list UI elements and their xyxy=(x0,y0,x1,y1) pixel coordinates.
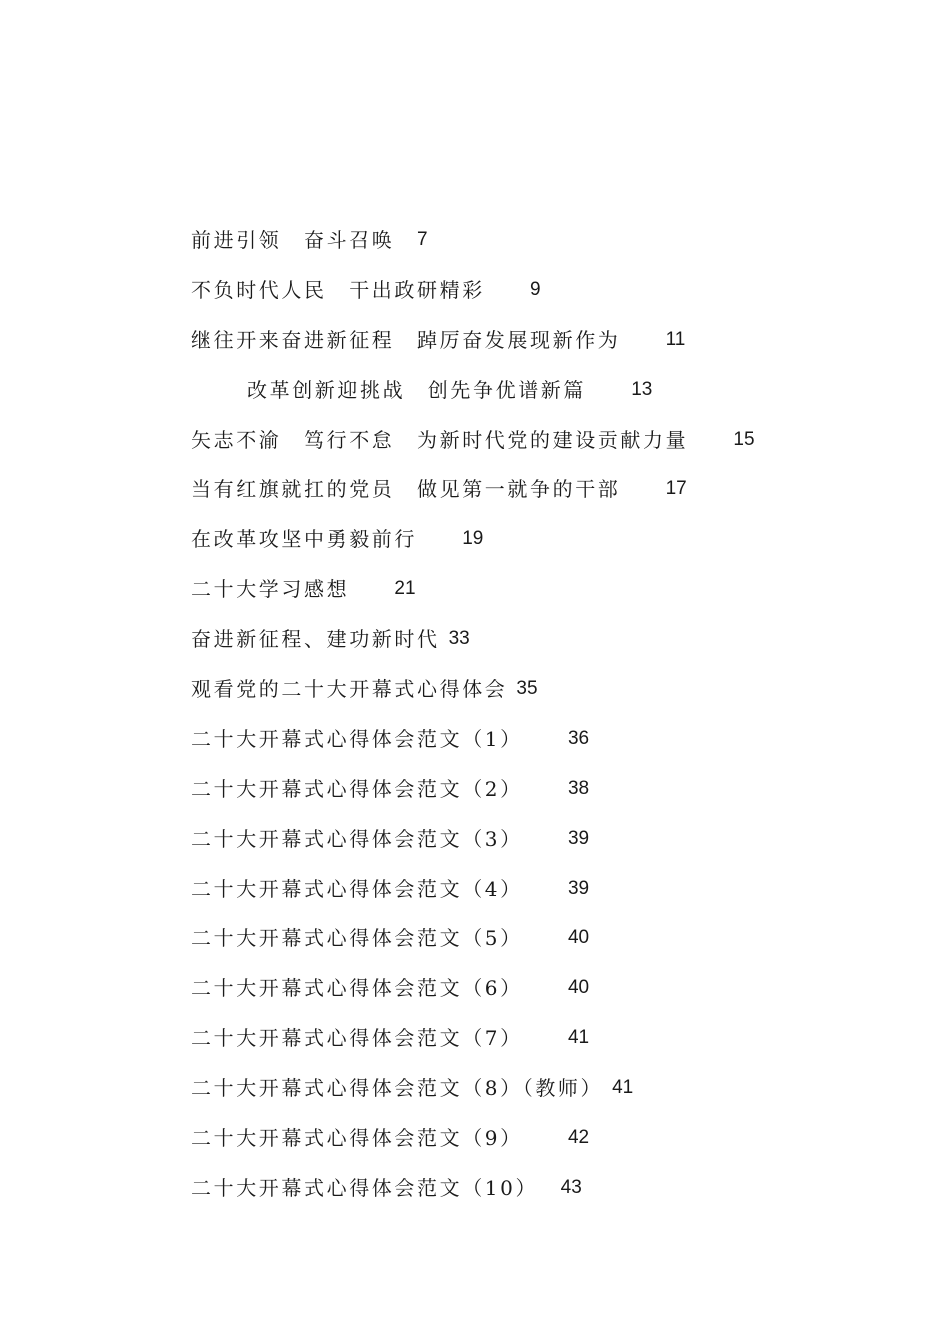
toc-entry-gap xyxy=(523,974,568,1002)
toc-entry-page: 40 xyxy=(567,927,590,949)
toc-entry-page: 7 xyxy=(417,229,428,250)
toc-entry-page: 13 xyxy=(631,378,653,400)
toc-entry-gap xyxy=(523,1124,568,1152)
toc-entry-page: 41 xyxy=(612,1077,634,1099)
toc-entry-page: 15 xyxy=(733,428,755,450)
toc-entry-gap xyxy=(440,625,449,653)
toc-entry-page: 42 xyxy=(567,1127,590,1149)
toc-entry-title: 二十大开幕式心得体会范文（4） xyxy=(191,876,523,901)
toc-entry-title: 二十大开幕式心得体会范文（7） xyxy=(191,1026,523,1051)
toc-entry-title: 二十大开幕式心得体会范文（6） xyxy=(191,976,523,1001)
toc-entry xyxy=(191,276,831,326)
toc-entry-gap xyxy=(523,924,568,952)
toc-entry-gap xyxy=(485,276,530,304)
toc-entry-gap xyxy=(523,1024,568,1052)
toc-entry xyxy=(191,625,831,675)
toc-entry-gap xyxy=(523,775,568,803)
toc-entry xyxy=(191,376,831,426)
toc-entry-gap xyxy=(620,326,665,354)
toc-entry-title: 二十大开幕式心得体会范文（3） xyxy=(191,826,523,851)
toc-entry-title: 矢志不渝 笃行不怠 为新时代党的建设贡献力量 xyxy=(191,427,689,452)
toc-entry-title: 二十大开幕式心得体会范文（10） xyxy=(191,1175,539,1200)
toc-entry-gap xyxy=(507,675,516,703)
toc-entry-gap xyxy=(586,376,631,404)
toc-entry xyxy=(191,825,831,875)
toc-entry-title: 二十大开幕式心得体会范文（1） xyxy=(191,726,523,751)
toc-entry xyxy=(191,475,831,525)
toc-entry-title: 二十大开幕式心得体会范文（5） xyxy=(191,926,523,951)
toc-entry-title: 奋进新征程、建功新时代 xyxy=(191,627,440,652)
toc-entry-gap xyxy=(417,525,462,553)
toc-entry-page: 17 xyxy=(665,478,687,500)
toc-entry-page: 41 xyxy=(567,1027,590,1049)
toc-entry-page: 39 xyxy=(567,877,590,899)
toc-entry-gap xyxy=(523,875,568,903)
toc-entry xyxy=(191,326,831,376)
toc-entry-title: 继往开来奋进新征程 踔厉奋发展现新作为 xyxy=(191,327,621,352)
toc-entry-title: 不负时代人民 干出政研精彩 xyxy=(191,277,485,302)
toc-entry-title: 改革创新迎挑战 创先争优谱新篇 xyxy=(247,377,586,402)
toc-entry-page: 38 xyxy=(567,777,590,799)
toc-entry-page: 40 xyxy=(567,977,590,999)
toc-entry-page: 33 xyxy=(448,628,470,650)
toc-entry xyxy=(191,575,831,625)
table-of-contents xyxy=(191,226,831,1224)
toc-entry-page: 11 xyxy=(665,328,686,350)
toc-entry-title: 当有红旗就扛的党员 做见第一就争的干部 xyxy=(191,477,621,502)
toc-entry-title: 前进引领 奋斗召唤 xyxy=(191,228,395,252)
toc-entry xyxy=(191,525,831,575)
toc-entry xyxy=(191,875,831,925)
toc-entry xyxy=(191,1124,831,1174)
toc-entry-page: 21 xyxy=(394,578,416,600)
toc-entry-title: 二十大开幕式心得体会范文（2） xyxy=(191,776,523,801)
toc-entry-page: 39 xyxy=(567,827,590,849)
toc-entry-gap xyxy=(620,475,665,503)
toc-entry-page: 36 xyxy=(567,727,590,749)
toc-entry xyxy=(191,924,831,974)
toc-entry-page: 9 xyxy=(530,278,541,300)
toc-entry-page: 43 xyxy=(560,1176,582,1198)
toc-entry-title: 二十大学习感想 xyxy=(191,577,350,602)
toc-entry xyxy=(191,725,831,775)
toc-entry-title: 二十大开幕式心得体会范文（8）（教师） xyxy=(191,1076,604,1101)
toc-entry-gap xyxy=(523,825,568,853)
toc-entry-gap xyxy=(603,1074,612,1102)
toc-entry xyxy=(191,226,831,276)
toc-entry-gap xyxy=(523,725,568,753)
toc-entry xyxy=(191,1174,831,1224)
toc-entry xyxy=(191,675,831,725)
toc-entry-title: 二十大开幕式心得体会范文（9） xyxy=(191,1126,523,1151)
toc-entry-page: 19 xyxy=(462,528,484,550)
toc-entry xyxy=(191,974,831,1024)
toc-entry xyxy=(191,426,831,476)
toc-entry xyxy=(191,1024,831,1074)
toc-entry-gap xyxy=(349,575,394,603)
toc-entry-gap xyxy=(394,226,417,254)
toc-entry-page: 35 xyxy=(516,678,538,700)
toc-entry xyxy=(191,1074,831,1124)
toc-entry-title: 在改革攻坚中勇毅前行 xyxy=(191,527,417,552)
toc-entry xyxy=(191,775,831,825)
toc-entry-title: 观看党的二十大开幕式心得体会 xyxy=(191,677,508,702)
toc-entry-gap xyxy=(688,426,733,454)
toc-entry-gap xyxy=(538,1174,561,1202)
